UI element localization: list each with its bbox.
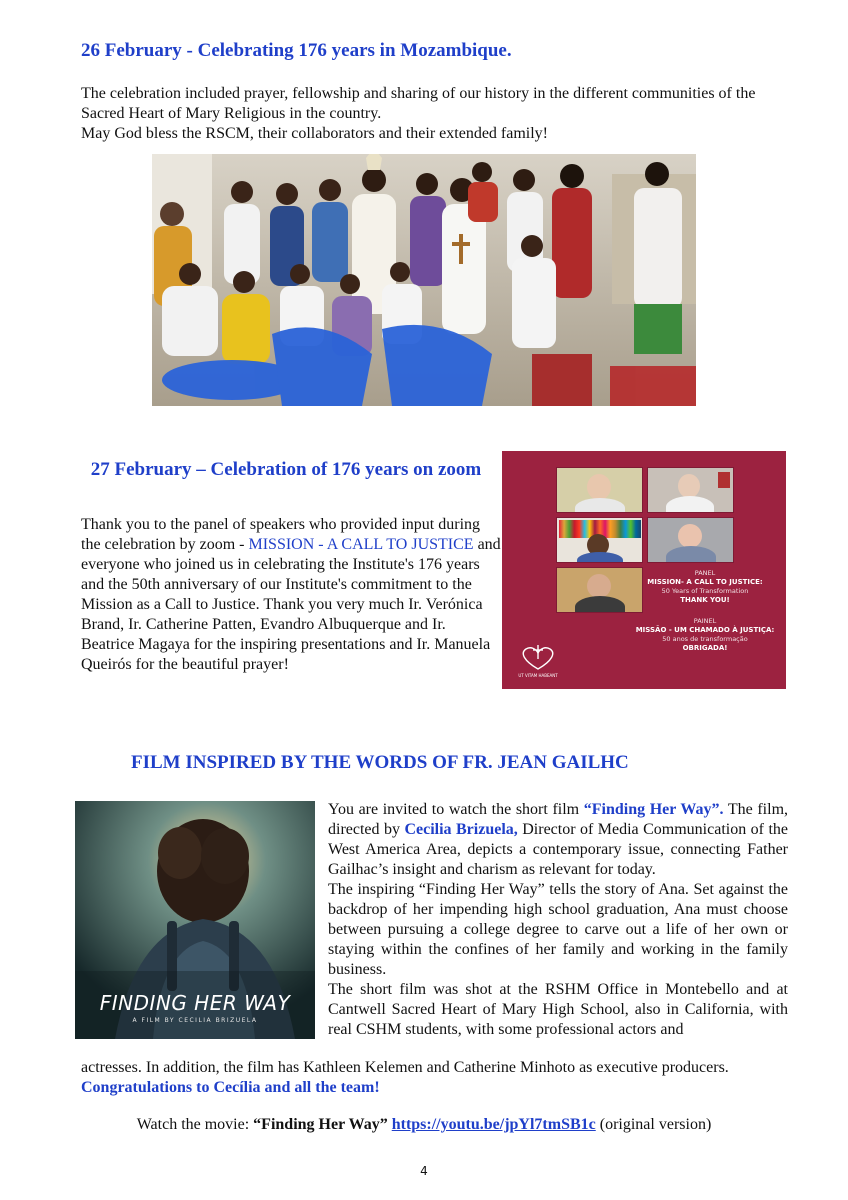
film-name-text: “Finding Her Way”.: [583, 801, 724, 818]
watch-prefix: Watch the movie:: [136, 1116, 254, 1133]
paragraph-line: May God bless the RSCM, their collaborators and their extended family!: [81, 125, 549, 142]
paragraph-text: The short film was shot at the RSHM Office in Montebello and at Cantwell Sacred Heart of Mary High School, also in California, with real CSHM students, with some professional actors and: [328, 981, 788, 1038]
congratulations-text: Congratulations to Cecília and all the team!: [81, 1079, 380, 1096]
paragraph-text: Thank you to the panel of speakers who provided input during the celebration by zoom -: [81, 516, 481, 553]
panel-title-en: MISSION- A CALL TO JUSTICE:: [647, 578, 763, 586]
rshm-logo: [516, 643, 560, 683]
panel-subtitle-pt: 50 anos de transformação: [662, 635, 748, 643]
poster-subtitle: A FILM BY CECILIA BRIZUELA: [132, 1017, 258, 1024]
panel-thanks-en: THANK YOU!: [680, 596, 730, 604]
section-paragraph-zoom: [81, 515, 501, 675]
panel-label-pt: PAINEL: [693, 617, 717, 625]
film-poster: [75, 801, 315, 1039]
panel-thanks-pt: OBRIGADA!: [682, 644, 728, 652]
group-photo: [152, 154, 696, 406]
poster-title: FINDING HER WAY: [99, 991, 291, 1015]
watch-movie-line: [0, 1115, 848, 1135]
paragraph-text: Director of Media Communication of the West America Area, depicts a contemporary issue, connecting Father Gailhac’s insight and charism as relevant for today.: [328, 821, 789, 878]
heart-cross-icon: [516, 643, 560, 673]
film-description-continued: [81, 1058, 791, 1098]
paragraph-text: The film, directed by: [328, 801, 789, 838]
director-name-text: Cecilia Brizuela,: [404, 821, 518, 838]
panel-caption-pt: [630, 617, 780, 653]
mission-call-to-justice-text: MISSION - A CALL TO JUSTICE: [248, 536, 474, 553]
panel-caption-en: [630, 569, 780, 605]
section-paragraph-mozambique: [81, 84, 781, 144]
section-title-zoom: 27 February – Celebration of 176 years on zoom: [90, 459, 482, 480]
watch-suffix: (original version): [595, 1116, 712, 1133]
section-title-film: FILM INSPIRED BY THE WORDS OF FR. JEAN GAILHC: [131, 752, 629, 773]
zoom-tile: [556, 517, 643, 563]
zoom-tile: [556, 467, 643, 513]
panel-title-pt: MISSÃO - UM CHAMADO À JUSTIÇA:: [635, 626, 775, 634]
zoom-tile: [647, 517, 734, 563]
watch-film-name: “Finding Her Way”: [253, 1116, 388, 1133]
paragraph-text: The inspiring “Finding Her Way” tells the story of Ana. Set against the backdrop of her impending high school graduation, Ana must choose between pursuing a college degree to carve out a life of her own or staying within the confines of her family and working in the family business.: [328, 881, 788, 978]
panel-label-en: PANEL: [694, 569, 716, 577]
zoom-tile: [647, 467, 734, 513]
paragraph-line: The celebration included prayer, fellowship and sharing of our history in the different communities of the Sacred Heart of Mary Religious in the country.: [81, 85, 756, 122]
logo-text: UT VITAM HABEANT: [518, 673, 558, 678]
paragraph-text: You are invited to watch the short film: [328, 801, 584, 818]
group-photo-illustration: [152, 154, 696, 406]
youtube-link[interactable]: https://youtu.be/jpYl7tmSB1c: [391, 1116, 596, 1133]
film-description: [328, 800, 788, 1040]
section-title-mozambique: 26 February - Celebrating 176 years in Mozambique.: [81, 40, 512, 61]
paragraph-text: and everyone who joined us in celebrating the Institute's 176 years and the 50th anniversary of our Institute's commitment to the Mission as a Call to Justice. Thank you very much Ir. Verónica Brand, Ir. Catherine Patten, Evandro Albuquerque and Ir. Beatrice Magaya for the inspiring presentations and Ir. Manuela Queirós for the beautiful prayer!: [81, 536, 501, 673]
paragraph-text: actresses. In addition, the film has Kathleen Kelemen and Catherine Minhoto as executive producers.: [81, 1059, 729, 1076]
page-number: 4: [420, 1164, 428, 1178]
zoom-panel-image: [502, 451, 786, 689]
panel-subtitle-en: 50 Years of Transformation: [661, 587, 749, 595]
